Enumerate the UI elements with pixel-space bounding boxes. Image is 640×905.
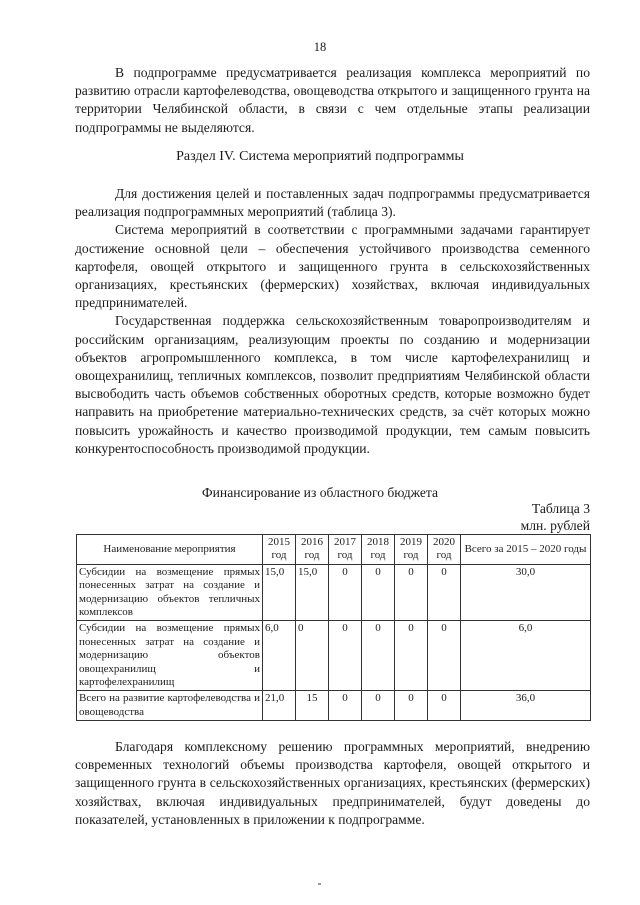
cell-2015: 6,0 bbox=[263, 621, 296, 691]
cell-2020: 0 bbox=[428, 691, 461, 721]
row-name: Субсидии на возмещение прямых понесенных затрат на создание и модернизацию объектов тепличных комплексов bbox=[77, 564, 263, 621]
paragraph-2: Система мероприятий в соответствии с программными задачами гарантирует достижение основной цели – обеспечения устойчивого производства семенного картофеля, овощей открытого и защищенного грунта в сельскохозяйственных организациях, крестьянских (фермерских) хозяйствах, включая индивидуальных предпринимателей. bbox=[75, 222, 590, 311]
table-row bbox=[77, 621, 591, 691]
body-paragraphs bbox=[75, 185, 590, 458]
row-name: Всего на развитие картофелеводства и овощеводства bbox=[77, 691, 263, 721]
cell-2015: 21,0 bbox=[263, 691, 296, 721]
paragraph-1: Для достижения целей и поставленных задач подпрограммы предусматривается реализация подпрограммных мероприятий (таблица 3). bbox=[75, 186, 590, 220]
cell-total: 30,0 bbox=[461, 564, 591, 621]
cell-2019: 0 bbox=[395, 621, 428, 691]
cell-2019: 0 bbox=[395, 691, 428, 721]
cell-2019: 0 bbox=[395, 564, 428, 621]
header-year-2016: 2016 год bbox=[296, 535, 329, 565]
header-year-2020: 2020 год bbox=[428, 535, 461, 565]
cell-total: 36,0 bbox=[461, 691, 591, 721]
table-number: Таблица 3 bbox=[531, 501, 590, 516]
section-heading: Раздел IV. Система мероприятий подпрограммы bbox=[176, 149, 464, 164]
table-row bbox=[77, 564, 591, 621]
closing-paragraph: Благодаря комплексному решению программных мероприятий, внедрению современных технологий объемы производства картофеля, овощей открытого и защищенного грунта в сельскохозяйственных организациях, крестьянских (фермерских) хозяйствах, включая индивидуальных предпринимателей, будут доведены до показателей, установленных в приложении к подпрограмме. bbox=[75, 739, 590, 827]
cell-2017: 0 bbox=[329, 691, 362, 721]
cell-2017: 0 bbox=[329, 564, 362, 621]
cell-2018: 0 bbox=[362, 621, 395, 691]
cell-2016: 15,0 bbox=[296, 564, 329, 621]
financing-table bbox=[76, 534, 591, 721]
scan-speck bbox=[318, 883, 321, 885]
table-header-row bbox=[77, 535, 591, 565]
cell-2018: 0 bbox=[362, 564, 395, 621]
cell-total: 6,0 bbox=[461, 621, 591, 691]
intro-paragraph: В подпрограмме предусматривается реализация комплекса мероприятий по развитию отрасли картофелеводства, овощеводства открытого и защищенного грунта на территории Челябинской области, в связи с чем отдельные этапы реализации подпрограммы не выделяются. bbox=[75, 65, 590, 135]
header-year-2015: 2015 год bbox=[263, 535, 296, 565]
cell-2016: 15 bbox=[296, 691, 329, 721]
row-name: Субсидии на возмещение прямых понесенных затрат на создание и модернизацию объектов овощехранилищ и картофелехранилищ bbox=[77, 621, 263, 691]
paragraph-3: Государственная поддержка сельскохозяйственным товаропроизводителям и российским организациям, реализующим проекты по созданию и модернизации объектов агропромышленного комплекса, в том числе картофелехранилищ и овощехранилищ, тепличных комплексов, позволит предприятиям Челябинской области высвободить часть объемов собственных оборотных средств, которые возможно будет направить на приобретение материально-технических средств, за счёт которых можно повысить урожайность и качество производимой продукции, тем самым повысить конкурентоспособность производимой продукции. bbox=[75, 313, 590, 456]
cell-2015: 15,0 bbox=[263, 564, 296, 621]
table-row bbox=[77, 691, 591, 721]
header-year-2018: 2018 год bbox=[362, 535, 395, 565]
cell-2016: 0 bbox=[296, 621, 329, 691]
header-name: Наименование мероприятия bbox=[77, 535, 263, 565]
cell-2020: 0 bbox=[428, 621, 461, 691]
page-number: 18 bbox=[313, 40, 327, 54]
cell-2017: 0 bbox=[329, 621, 362, 691]
cell-2018: 0 bbox=[362, 691, 395, 721]
cell-2020: 0 bbox=[428, 564, 461, 621]
intro-paragraph-block bbox=[75, 64, 590, 137]
closing-paragraph-block bbox=[75, 738, 590, 829]
header-total: Всего за 2015 – 2020 годы bbox=[461, 535, 591, 565]
table-unit: млн. рублей bbox=[520, 518, 590, 533]
header-year-2019: 2019 год bbox=[395, 535, 428, 565]
header-year-2017: 2017 год bbox=[329, 535, 362, 565]
table-caption: Финансирование из областного бюджета bbox=[201, 485, 439, 500]
